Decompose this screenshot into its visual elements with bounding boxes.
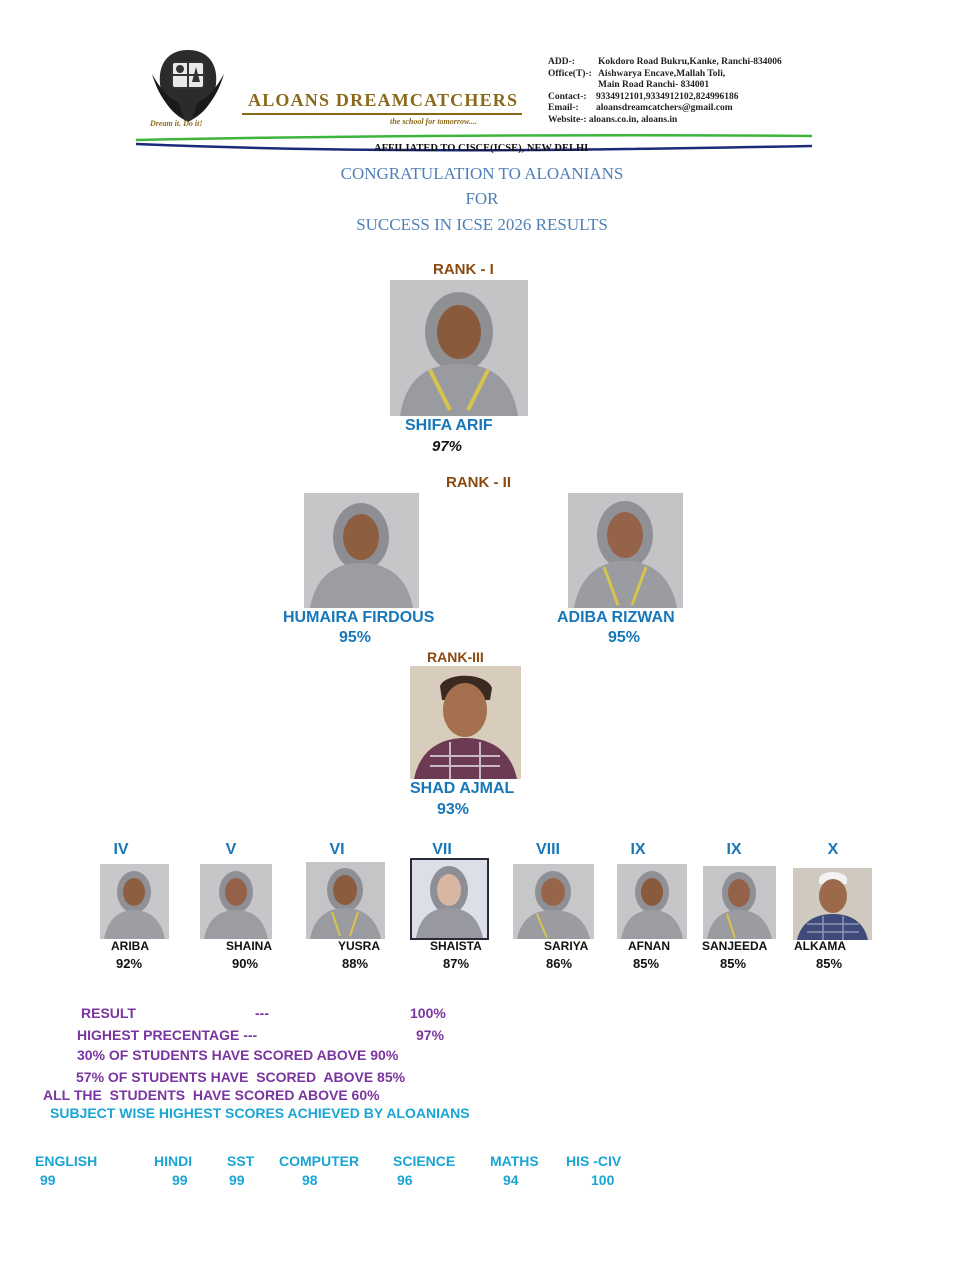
- subject-score: 99: [172, 1172, 188, 1188]
- subject-name: HINDI: [154, 1153, 193, 1169]
- affiliation-text: AFFILIATED TO CISCE(ICSE), NEW DELHI: [374, 143, 589, 154]
- rank-2b-percentage: 95%: [608, 629, 641, 646]
- student-portrait-icon: [304, 493, 419, 608]
- student-portrait-icon: [617, 864, 687, 939]
- contact-block: [548, 57, 838, 126]
- student-photo: [617, 864, 687, 939]
- student-name: SANJEEDA: [702, 939, 768, 953]
- student-portrait-icon: [703, 866, 776, 939]
- student-photo: [513, 864, 594, 939]
- rank-x-label: X: [827, 841, 839, 858]
- student-percentage: 90%: [232, 956, 259, 971]
- address-line: ADD-: Kokdoro Road Bukru,Kanke, Ranchi-834006: [548, 57, 782, 67]
- student-name: SHAINA: [226, 939, 273, 953]
- rank-3-name: SHAD AJMAL: [410, 780, 515, 797]
- rank-1-name: SHIFA ARIF: [405, 417, 493, 434]
- stat-above-85: 57% OF STUDENTS HAVE SCORED ABOVE 85%: [76, 1069, 406, 1085]
- student-portrait-icon: [568, 493, 683, 608]
- subject-score: 99: [40, 1172, 56, 1188]
- student-photo: [568, 493, 683, 608]
- student-percentage: 85%: [633, 956, 660, 971]
- subject-score: 94: [503, 1172, 519, 1188]
- rank-iv-label: IV: [113, 841, 129, 858]
- student-portrait-icon: [410, 666, 521, 779]
- subject-score: 98: [302, 1172, 318, 1188]
- student-percentage: 92%: [116, 956, 143, 971]
- result-label: RESULT: [81, 1005, 136, 1021]
- student-portrait-icon: [306, 862, 385, 939]
- rank-ix-label: IX: [630, 841, 646, 858]
- student-percentage: 85%: [816, 956, 843, 971]
- office-line: Office(T)-: Aishwarya Encave,Mallah Toli,: [548, 68, 726, 79]
- rank-3-percentage: 93%: [437, 801, 470, 818]
- email-line: Email-: aloansdreamcatchers@gmail.com: [548, 103, 733, 113]
- rank-1-percentage: 97%: [432, 438, 463, 455]
- rank-v-label: V: [225, 841, 237, 858]
- website-line: Website-: aloans.co.in, aloans.in: [548, 114, 678, 125]
- school-tagline: the school for tomorrow....: [390, 117, 478, 126]
- rank-viii-label: VIII: [535, 841, 560, 858]
- student-photo: [100, 864, 169, 939]
- subject-name: SST: [227, 1153, 255, 1169]
- rank-1-label: RANK - I: [433, 261, 494, 278]
- student-name: YUSRA: [338, 939, 381, 953]
- student-name: SARIYA: [544, 939, 589, 953]
- rank-ix-label: IX: [726, 841, 742, 858]
- student-portrait-icon: [412, 860, 487, 938]
- student-photo: [306, 862, 385, 939]
- student-portrait-icon: [390, 280, 528, 416]
- student-name: SHAISTA: [430, 939, 482, 953]
- student-photo: [410, 858, 489, 940]
- rank-2a-name: HUMAIRA FIRDOUS: [283, 609, 435, 626]
- highest-label: HIGHEST PRECENTAGE ---: [77, 1027, 258, 1043]
- student-portrait-icon: [513, 864, 594, 939]
- student-percentage: 85%: [720, 956, 747, 971]
- student-portrait-icon: [200, 864, 272, 939]
- student-percentage: 87%: [443, 956, 470, 971]
- congrats-line-1: CONGRATULATION TO ALOANIANS: [340, 164, 624, 183]
- office-line-2: Main Road Ranchi- 834001: [598, 80, 710, 90]
- rank-2-label: RANK - II: [446, 474, 511, 491]
- student-photo: [410, 666, 521, 779]
- subject-score: 96: [397, 1172, 413, 1188]
- student-percentage: 86%: [546, 956, 573, 971]
- student-name: ALKAMA: [794, 939, 846, 953]
- stat-above-60: ALL THE STUDENTS HAVE SCORED ABOVE 60%: [43, 1087, 380, 1103]
- rank-vii-label: VII: [432, 841, 452, 858]
- subject-score: 100: [591, 1172, 615, 1188]
- student-photo: [200, 864, 272, 939]
- logo-motto: Dream it. Do it!: [150, 119, 203, 128]
- student-percentage: 88%: [342, 956, 369, 971]
- student-photo: [390, 280, 528, 416]
- subject-name: ENGLISH: [35, 1153, 98, 1169]
- rank-3-label: RANK-III: [427, 649, 484, 665]
- student-photo: [793, 868, 872, 940]
- school-name-underline: [242, 113, 522, 115]
- student-name: AFNAN: [628, 939, 670, 953]
- rank-2a-percentage: 95%: [339, 629, 372, 646]
- rank-2b-name: ADIBA RIZWAN: [557, 609, 675, 626]
- congrats-line-3: SUCCESS IN ICSE 2026 RESULTS: [356, 215, 608, 234]
- student-photo: [703, 866, 776, 939]
- student-portrait-icon: [793, 868, 872, 940]
- result-separator: ---: [255, 1005, 269, 1021]
- congrats-line-2: FOR: [465, 189, 499, 208]
- subject-heading: SUBJECT WISE HIGHEST SCORES ACHIEVED BY ALOANIANS: [50, 1105, 470, 1121]
- rank-vi-label: VI: [329, 841, 345, 858]
- subject-name: MATHS: [490, 1153, 539, 1169]
- result-value: 100%: [410, 1005, 446, 1021]
- school-name: ALOANS DREAMCATCHERS: [248, 90, 519, 110]
- subject-name: COMPUTER: [279, 1153, 360, 1169]
- contact-line: Contact-: 9334912101,9334912102,824996186: [548, 91, 739, 102]
- subject-score: 99: [229, 1172, 245, 1188]
- student-name: ARIBA: [111, 939, 149, 953]
- subject-name: HIS -CIV: [566, 1153, 622, 1169]
- subject-name: SCIENCE: [393, 1153, 456, 1169]
- stat-above-90: 30% OF STUDENTS HAVE SCORED ABOVE 90%: [77, 1047, 399, 1063]
- student-portrait-icon: [100, 864, 169, 939]
- highest-value: 97%: [416, 1027, 445, 1043]
- student-photo: [304, 493, 419, 608]
